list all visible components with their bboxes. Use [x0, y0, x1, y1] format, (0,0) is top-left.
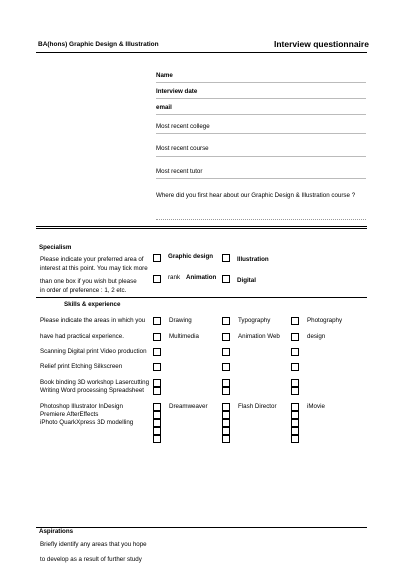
skill-checkbox[interactable] [153, 333, 161, 341]
skills-list-4c: iPhoto QuarkXpress 3D modelling [40, 419, 134, 426]
aspirations-heading: Aspirations [39, 528, 74, 535]
specialism-text-3: than one box if you wish but please [40, 278, 137, 285]
skills-list-1: Scanning Digital print Video production [40, 348, 147, 355]
web-design-label: design [307, 333, 326, 340]
skill-checkbox[interactable] [153, 363, 161, 371]
multimedia-label: Multimedia [169, 333, 199, 340]
aspirations-text-2: to develop as a result of further study [40, 556, 142, 563]
section-divider-bottom [36, 527, 367, 528]
name-field[interactable] [156, 82, 366, 83]
skill-checkbox[interactable] [222, 411, 230, 419]
email-label: email [156, 104, 172, 111]
section-divider-mid [36, 297, 367, 298]
skill-checkbox[interactable] [291, 387, 299, 395]
skill-checkbox[interactable] [291, 333, 299, 341]
specialism-heading: Specialism [39, 244, 72, 251]
animation-web-label: Animation Web [238, 333, 280, 340]
name-label: Name [156, 72, 173, 79]
hear-answer-line[interactable] [156, 219, 366, 220]
skills-list-4b: Premiere AfterEffects [40, 411, 99, 418]
typography-label: Typography [238, 317, 271, 324]
skill-checkbox[interactable] [291, 363, 299, 371]
skills-list-3a: Book binding 3D workshop Lasercutting [40, 379, 150, 386]
section-divider-top [36, 226, 367, 227]
skill-checkbox[interactable] [291, 348, 299, 356]
skill-checkbox[interactable] [153, 379, 161, 387]
skills-list-4a: Photoshop Illustrator InDesign [40, 403, 123, 410]
skill-checkbox[interactable] [222, 427, 230, 435]
skills-heading: Skills & experience [64, 301, 121, 308]
photography-label: Photography [307, 317, 343, 324]
skill-checkbox[interactable] [222, 363, 230, 371]
skill-checkbox[interactable] [153, 387, 161, 395]
college-label: Most recent college [156, 123, 210, 130]
skill-checkbox[interactable] [291, 317, 299, 325]
skills-list-3b: Writing Word processing Spreadsheet [40, 387, 144, 394]
email-field[interactable] [156, 114, 366, 115]
skill-checkbox[interactable] [153, 419, 161, 427]
hear-label: Where did you first hear about our Graphic Design & Illustration course ? [156, 192, 356, 199]
interview-date-label: Interview date [156, 88, 198, 95]
skill-checkbox[interactable] [222, 403, 230, 411]
skill-checkbox[interactable] [222, 435, 230, 443]
skill-checkbox[interactable] [222, 333, 230, 341]
drawing-label: Drawing [169, 317, 192, 324]
skill-checkbox[interactable] [153, 317, 161, 325]
skill-checkbox[interactable] [291, 427, 299, 435]
flash-director-label: Flash Director [238, 403, 277, 410]
skill-checkbox[interactable] [222, 317, 230, 325]
skills-intro-2: have had practical experience. [40, 333, 124, 340]
page-title: Interview questionnaire [274, 39, 369, 49]
skill-checkbox[interactable] [291, 411, 299, 419]
digital-checkbox[interactable] [222, 275, 230, 283]
skill-checkbox[interactable] [291, 435, 299, 443]
specialism-text-4: in order of preference : 1, 2 etc. [40, 287, 127, 294]
graphic-design-label: Graphic design [168, 253, 214, 260]
college-field[interactable] [156, 133, 366, 134]
illustration-label: Illustration [237, 256, 269, 263]
course-title: BA(hons) Graphic Design & Illustration [38, 41, 159, 48]
specialism-text-1: Please indicate your preferred area of [40, 256, 144, 263]
skill-checkbox[interactable] [291, 379, 299, 387]
tutor-label: Most recent tutor [156, 168, 203, 175]
skill-checkbox[interactable] [153, 427, 161, 435]
skill-checkbox[interactable] [153, 348, 161, 356]
animation-checkbox[interactable] [153, 275, 161, 283]
specialism-text-2: interest at this point. You may tick more [40, 265, 148, 272]
skill-checkbox[interactable] [222, 419, 230, 427]
skill-checkbox[interactable] [291, 419, 299, 427]
animation-label: Animation [186, 274, 217, 281]
skill-checkbox[interactable] [153, 411, 161, 419]
course-label: Most recent course [156, 145, 209, 152]
skill-checkbox[interactable] [153, 435, 161, 443]
section-divider-top-2 [36, 228, 367, 229]
digital-label: Digital [237, 277, 256, 284]
dreamweaver-label: Dreamweaver [169, 403, 208, 410]
skill-checkbox[interactable] [153, 403, 161, 411]
interview-date-field[interactable] [156, 98, 366, 99]
skill-checkbox[interactable] [222, 387, 230, 395]
header-divider [36, 52, 367, 53]
skill-checkbox[interactable] [291, 403, 299, 411]
graphic-design-checkbox[interactable] [153, 254, 161, 262]
course-field[interactable] [156, 156, 366, 157]
imovie-label: iMovie [307, 403, 325, 410]
aspirations-text-1: Briefly identify any areas that you hope [40, 541, 147, 548]
skill-checkbox[interactable] [222, 348, 230, 356]
skill-checkbox[interactable] [222, 379, 230, 387]
skills-list-2: Relief print Etching Silkscreen [40, 363, 123, 370]
rank-label: rank [168, 274, 181, 281]
tutor-field[interactable] [156, 178, 366, 179]
skills-intro-1: Please indicate the areas in which you [40, 317, 146, 324]
illustration-checkbox[interactable] [222, 254, 230, 262]
